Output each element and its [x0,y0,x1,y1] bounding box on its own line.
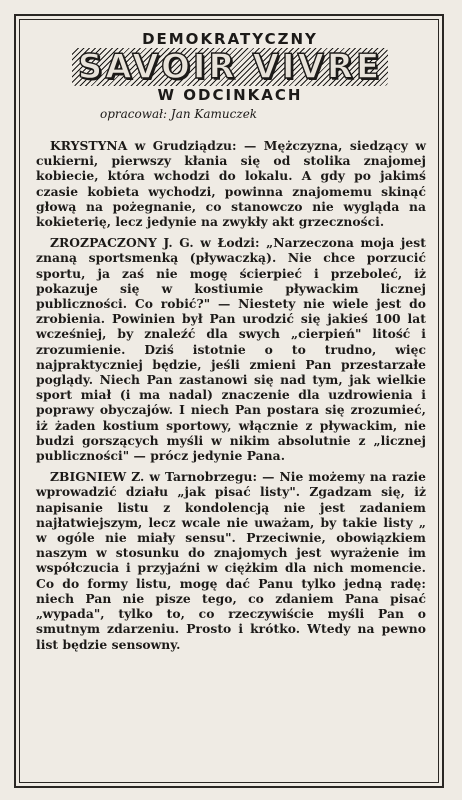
letter-paragraph [36,235,426,463]
letter-paragraph [36,469,426,651]
letter-reply: — Nie możemy na razie wprowadzić działu „jak pisać listy". Zgadzam się, iż napisanie listu z kondolencją nie jest zadaniem najłatwiejszym, lecz wcale nie uważam, by takie listy „ w ogóle nie miały sensu". Przeciwnie, obowiązkiem naszym w stosunku do znajomych jest wyrażenie im współczucia i przyjaźni w ciężkim dla nich momencie. Co do formy listu, mogę dać Panu tylko jedną radę: niech Pan nie pisze tego, co zdaniem Pana pisać „wypada", tylko to, co rzeczywiście myśli Pan o smutnym zdarzeniu. Prosto i krótko. Wtedy na pewno list będzie sensowny. [36,469,427,652]
letter-recipient: KRYSTYNA w Grudziądzu: [50,138,237,153]
letter-reply: „Narzeczona moja jest znaną sportsmenką (pływaczką). Nie chce porzucić sportu, ja zaś nie mogę ścierpieć i przeboleć, iż pokazuje się w kostiumie pływackim licznej publiczności. Co robić?" — Niestety nie wiele jest do zrobienia. Powinien był Pan urodzić się jakieś 100 lat wcześniej, by znaleźć dla swych „cierpień" litość i zrozumienie. Dziś istotnie o to trudno, więc najpraktyczniej będzie, jeśli zmieni Pan przestarzałe poglądy. Niech Pan zastanowi się nad tym, jak wielkie sport miał (i ma nadal) znaczenie dla uzdrowienia i poprawy obyczajów. I niech Pan postara się zrozumieć, iż żaden kostium sportowy, włącznie z pływackim, nie budzi gorszących myśli w nikim absolutnie z „licznej publiczności" — prócz jedynie Pana. [36,235,426,464]
header-top: DEMOKRATYCZNY [142,30,318,48]
header-title: SAVOIR VIVRE [72,48,388,86]
letter-recipient: ZBIGNIEW Z. w Tarnobrzegu: [50,469,258,485]
header-subtitle: W ODCINKACH [157,86,303,104]
letter-paragraph [36,138,426,229]
article-body [36,138,426,658]
letter-reply: — Mężczyzna, siedzący w cukierni, pierwszy kłania się od stolika znajomej kobiecie, która wchodzi do lokalu. A gdy po jakimś czasie kobieta wychodzi, powinna znajomemu skinąć głową na pożegnanie, co stanowczo nie wygląda na kokieterię, lecz jedynie na zwykły akt grzeczności. [36,138,426,230]
column-header [20,30,440,138]
letter-recipient: ZROZPACZONY J. G. w Łodzi: [50,235,260,251]
header-author: opracował: Jan Kamuczek [100,107,258,121]
